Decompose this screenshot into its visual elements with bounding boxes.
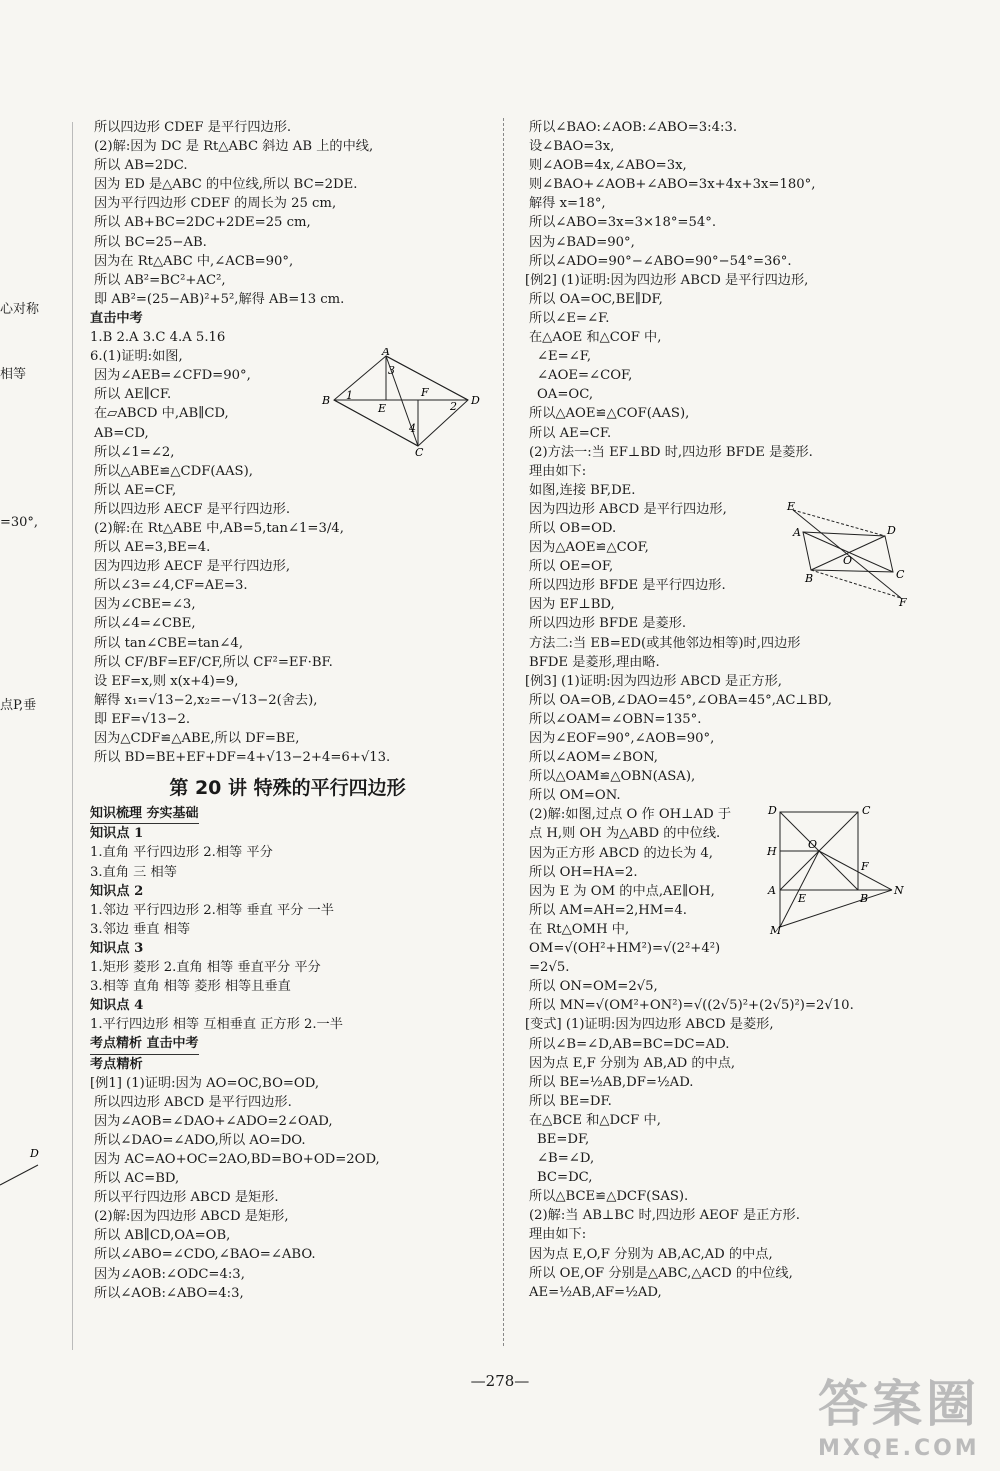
fig3-label: A: [768, 884, 776, 897]
fig3-label: B: [860, 892, 869, 905]
left-column: [90, 118, 485, 1303]
fig1-label: F: [421, 386, 429, 399]
text-line: [例3] (1)证明:因为四边形 ABCD 是正方形,: [525, 673, 782, 689]
text-line: 所以△AOE≌△COF(AAS),: [529, 406, 690, 422]
knowledge-line: 3.邻边 垂直 相等: [90, 921, 191, 937]
fig1-label: E: [378, 402, 387, 415]
text-line: 所以∠DAO=∠ADO,所以 AO=DO.: [94, 1132, 306, 1148]
text-line: 所以∠B=∠D,AB=BC=DC=AD.: [529, 1036, 730, 1052]
margin-figure-fragment: [0, 1135, 45, 1190]
fig1-label: B: [322, 394, 331, 407]
lecture-title: 第 20 讲 特殊的平行四边形: [169, 777, 406, 800]
knowledge-line: 1.平行四边形 相等 互相垂直 正方形 2.一半: [90, 1017, 343, 1033]
text-line: 在△BCE 和△DCF 中,: [529, 1112, 661, 1128]
fig3-label: N: [894, 884, 904, 897]
text-line: 所以 tan∠CBE=tan∠4,: [94, 635, 244, 651]
text-line: 因为四边形 ABCD 是平行四边形,: [529, 501, 727, 517]
text-line: 所以 BE=DF.: [529, 1093, 612, 1109]
text-line: 所以 AB=2DC.: [94, 158, 188, 174]
column-divider: [503, 118, 504, 1346]
text-line: 所以△OAM≌△OBN(ASA),: [529, 769, 696, 785]
knowledge-line: 3.直角 三 相等: [90, 864, 177, 880]
text-line: (2)解:因为 DC 是 Rt△ABC 斜边 AB 上的中线,: [94, 139, 374, 155]
text-line: 所以∠ABO=3x=3×18°=54°.: [529, 215, 717, 231]
text-line: 如图,连接 BF,DE.: [529, 482, 636, 498]
text-line: 所以 AE=CF,: [94, 482, 177, 498]
text-line: 因为∠AEB=∠CFD=90°,: [94, 368, 251, 384]
text-line: 所以∠BAO:∠AOB:∠ABO=3:4:3.: [529, 120, 738, 135]
knowledge-head: 知识点 1: [90, 826, 144, 842]
text-line: 所以 AB²=BC²+AC²,: [94, 272, 226, 288]
knowledge-head: 知识点 4: [90, 998, 144, 1014]
text-line: 所以 BE=½AB,DF=½AD.: [529, 1074, 694, 1090]
text-line: 因为∠AOB:∠ODC=4:3,: [94, 1266, 245, 1282]
text-line: 所以 OB=OD.: [529, 520, 617, 536]
text-line: 所以四边形 AECF 是平行四边形.: [94, 501, 291, 517]
text-line: OA=OC,: [537, 387, 594, 403]
knowledge-line: 1.直角 平行四边形 2.相等 平分: [90, 845, 273, 861]
text-line: 因为 AC=AO+OC=2AO,BD=BO+OD=2OD,: [94, 1151, 380, 1167]
text-line: 因为 EF⊥BD,: [529, 597, 615, 613]
knowledge-line: 3.相等 直角 相等 菱形 相等且垂直: [90, 979, 291, 995]
text-line: 所以 AE∥CF.: [94, 387, 172, 403]
text-line: 因为∠BAD=90°,: [529, 234, 635, 250]
fig3-label: D: [768, 804, 777, 817]
text-line: 点 H,则 OH 为△ABD 的中位线.: [529, 826, 721, 842]
right-column: [525, 118, 920, 1302]
text-line: 所以 OE,OF 分别是△ABC,△ACD 的中位线,: [529, 1265, 793, 1281]
fig3-label: M: [770, 924, 782, 937]
text-line: [例1] (1)证明:因为 AO=OC,BO=OD,: [90, 1075, 320, 1091]
svg-text:D: D: [30, 1147, 39, 1160]
fig2-label: C: [896, 568, 905, 581]
fig2-label: A: [793, 526, 801, 539]
text-line: AB=CD,: [94, 425, 149, 441]
text-line: 所以 OM=ON.: [529, 788, 621, 804]
fig1-label: 1: [346, 389, 353, 402]
text-line: (2)解:因为四边形 ABCD 是矩形,: [94, 1209, 289, 1225]
text-line: 方法二:当 EB=ED(或其他邻边相等)时,四边形: [529, 635, 801, 651]
watermark-sub: MXQE.COM: [818, 1436, 980, 1461]
text-line: 所以∠1=∠2,: [94, 444, 175, 460]
text-line: 因为点 E,F 分别为 AB,AD 的中点,: [529, 1055, 736, 1071]
text-line: 所以∠E=∠F.: [529, 310, 610, 326]
text-line: 因为正方形 ABCD 的边长为 4,: [529, 845, 713, 861]
text-line: (2)解:如图,过点 O 作 OH⊥AD 于: [529, 807, 732, 823]
text-line: 即 AB²=(25−AB)²+5²,解得 AB=13 cm.: [94, 291, 345, 307]
fig2-label: F: [899, 596, 907, 608]
text-line: 所以∠OAM=∠OBN=135°.: [529, 711, 702, 727]
text-line: ∠B=∠D,: [537, 1151, 595, 1167]
text-line: 所以平行四边形 ABCD 是矩形.: [94, 1190, 279, 1206]
fig2-label: O: [843, 554, 853, 567]
text-line: (2)解:在 Rt△ABE 中,AB=5,tan∠1=3/4,: [94, 520, 344, 536]
fig2-label: E: [787, 500, 796, 513]
text-line: 因为 ED 是△ABC 的中位线,所以 BC=2DE.: [94, 177, 358, 193]
text-line: 所以四边形 ABCD 是平行四边形.: [94, 1094, 292, 1110]
text-line: 所以 OA=OB,∠DAO=45°,∠OBA=45°,AC⊥BD,: [529, 692, 832, 708]
text-line: 所以△BCE≌△DCF(SAS).: [529, 1189, 689, 1205]
text-line: 所以 AM=AH=2,HM=4.: [529, 902, 687, 918]
text-line: 设 EF=x,则 x(x+4)=9,: [94, 673, 239, 689]
knowledge-line: 1.邻边 平行四边形 2.相等 垂直 平分 一半: [90, 902, 334, 918]
text-line: 则∠AOB=4x,∠ABO=3x,: [529, 158, 687, 174]
text-line: 因为平行四边形 CDEF 的周长为 25 cm,: [94, 196, 337, 212]
fig1-label: 2: [450, 400, 457, 413]
text-line: OM=√(OH²+HM²)=√(2²+4²): [529, 941, 721, 957]
answer-line: 1.B 2.A 3.C 4.A 5.16: [90, 330, 226, 346]
knowledge-line: 1.矩形 菱形 2.直角 相等 垂直平分 平分: [90, 960, 321, 976]
text-line: 所以 AE=3,BE=4.: [94, 540, 211, 556]
text-line: 所以∠4=∠CBE,: [94, 616, 196, 632]
text-line: 所以 AB∥CD,OA=OB,: [94, 1228, 231, 1244]
section-heading: 知识梳理 夯实基础: [90, 804, 199, 824]
fig3-label: O: [808, 838, 818, 851]
fig3-label: E: [798, 892, 807, 905]
text-line: 在▱ABCD 中,AB∥CD,: [94, 406, 229, 422]
watermark: [818, 1364, 980, 1461]
text-line: 理由如下:: [529, 463, 587, 479]
text-line: 因为点 E,O,F 分别为 AB,AC,AD 的中点,: [529, 1246, 773, 1262]
text-line: 所以 OE=OF,: [529, 559, 614, 575]
knowledge-head: 知识点 3: [90, 940, 144, 956]
text-line: 所以 CF/BF=EF/CF,所以 CF²=EF·BF.: [94, 654, 333, 670]
margin-fragment: 点P,垂: [0, 698, 37, 713]
text-line: 因为∠AOB=∠DAO+∠ADO=2∠OAD,: [94, 1113, 333, 1129]
fig1-label: A: [382, 348, 390, 358]
subheading: 直击中考: [90, 310, 143, 326]
margin-fragment: =30°,: [0, 515, 39, 530]
text-line: 解得 x=18°,: [529, 196, 606, 212]
text-line: 所以∠ADO=90°−∠ABO=90°−54°=36°.: [529, 253, 792, 269]
text-line: 所以∠ABO=∠CDO,∠BAO=∠ABO.: [94, 1247, 316, 1263]
text-line: BC=DC,: [537, 1170, 593, 1186]
text-line: 所以 ON=OM=2√5,: [529, 979, 658, 995]
fig1-label: 3: [388, 364, 395, 377]
text-line: 所以 OH=HA=2.: [529, 864, 638, 880]
text-line: [例2] (1)证明:因为四边形 ABCD 是平行四边形,: [525, 272, 809, 288]
text-line: 所以 BC=25−AB.: [94, 234, 207, 250]
text-line: 所以 MN=√(OM²+ON²)=√((2√5)²+(2√5)²)=2√10.: [529, 998, 854, 1014]
text-line: 所以 AE=CF.: [529, 425, 612, 441]
fig1-label: C: [415, 446, 424, 456]
text-line: AE=½AB,AF=½AD,: [529, 1284, 662, 1300]
text-line: 所以 AB+BC=2DC+2DE=25 cm,: [94, 215, 311, 231]
left-page-edge: [72, 122, 73, 1350]
text-line: 所以四边形 BFDE 是平行四边形.: [529, 578, 726, 594]
fig3-label: F: [861, 860, 869, 873]
text-line: 即 EF=√13−2.: [94, 711, 191, 727]
text-line: 设∠BAO=3x,: [529, 139, 615, 155]
fig3-label: H: [767, 845, 777, 858]
text-line: 因为四边形 AECF 是平行四边形,: [94, 559, 291, 575]
text-line: 因为在 Rt△ABC 中,∠ACB=90°,: [94, 253, 294, 269]
text-line: 因为 E 为 OM 的中点,AE∥OH,: [529, 883, 715, 899]
fig1-label: 4: [409, 422, 416, 435]
text-line: 解得 x₁=√13−2,x₂=−√13−2(舍去),: [94, 692, 318, 708]
text-line: 所以∠AOB:∠ABO=4:3,: [94, 1285, 244, 1301]
fig3-label: C: [862, 804, 871, 817]
text-line: 理由如下:: [529, 1227, 587, 1243]
text-line: ∠AOE=∠COF,: [537, 368, 633, 384]
text-line: 所以 OA=OC,BE∥DF,: [529, 291, 663, 307]
figure-square-abcd: [762, 802, 907, 937]
text-line: [变式] (1)证明:因为四边形 ABCD 是菱形,: [525, 1017, 774, 1033]
text-line: ∠E=∠F,: [537, 349, 592, 365]
knowledge-head: 知识点 2: [90, 883, 144, 899]
subheading: 考点精析: [90, 1056, 143, 1072]
text-line: 所以四边形 BFDE 是菱形.: [529, 616, 687, 632]
text-line: 所以∠3=∠4,CF=AE=3.: [94, 578, 248, 594]
text-line: 则∠BAO+∠AOB+∠ABO=3x+4x+3x=180°,: [529, 177, 816, 193]
margin-fragment: 心对称: [0, 302, 40, 317]
text-line: (2)方法一:当 EF⊥BD 时,四边形 BFDE 是菱形.: [529, 444, 813, 460]
text-line: 所以 BD=BE+EF+DF=4+√13−2+4=6+√13.: [94, 750, 391, 766]
section-heading: 考点精析 直击中考: [90, 1034, 199, 1054]
text-line: 因为∠EOF=90°,∠AOB=90°,: [529, 731, 715, 746]
text-line: 因为△CDF≌△ABE,所以 DF=BE,: [94, 731, 300, 746]
text-line: 因为△AOE≌△COF,: [529, 540, 649, 556]
text-line: 所以∠AOM=∠BON,: [529, 750, 658, 766]
text-line: 所以四边形 CDEF 是平行四边形.: [94, 120, 292, 135]
margin-fragment: 相等: [0, 367, 27, 382]
fig2-label: B: [805, 572, 814, 585]
text-line: 所以 AC=BD,: [94, 1171, 180, 1187]
text-line: =2√5.: [529, 960, 570, 976]
figure-parallelogram-abcd: [318, 348, 488, 456]
watermark-main: 答案圈: [818, 1375, 980, 1433]
text-line: BE=DF,: [537, 1131, 590, 1147]
text-line: 所以△ABE≌△CDF(AAS),: [94, 463, 253, 479]
text-line: 在△AOE 和△COF 中,: [529, 330, 662, 346]
fig2-label: D: [887, 524, 896, 537]
figure-rhombus-bfde: [785, 500, 910, 608]
text-line: BFDE 是菱形,理由略.: [529, 654, 660, 670]
text-line: 6.(1)证明:如图,: [90, 349, 183, 365]
text-line: 在 Rt△OMH 中,: [529, 921, 630, 937]
fig1-label: D: [471, 394, 480, 407]
text-line: (2)解:当 AB⊥BC 时,四边形 AEOF 是正方形.: [529, 1208, 800, 1224]
text-line: 因为∠CBE=∠3,: [94, 597, 196, 613]
page-number: —278—: [470, 1372, 530, 1390]
